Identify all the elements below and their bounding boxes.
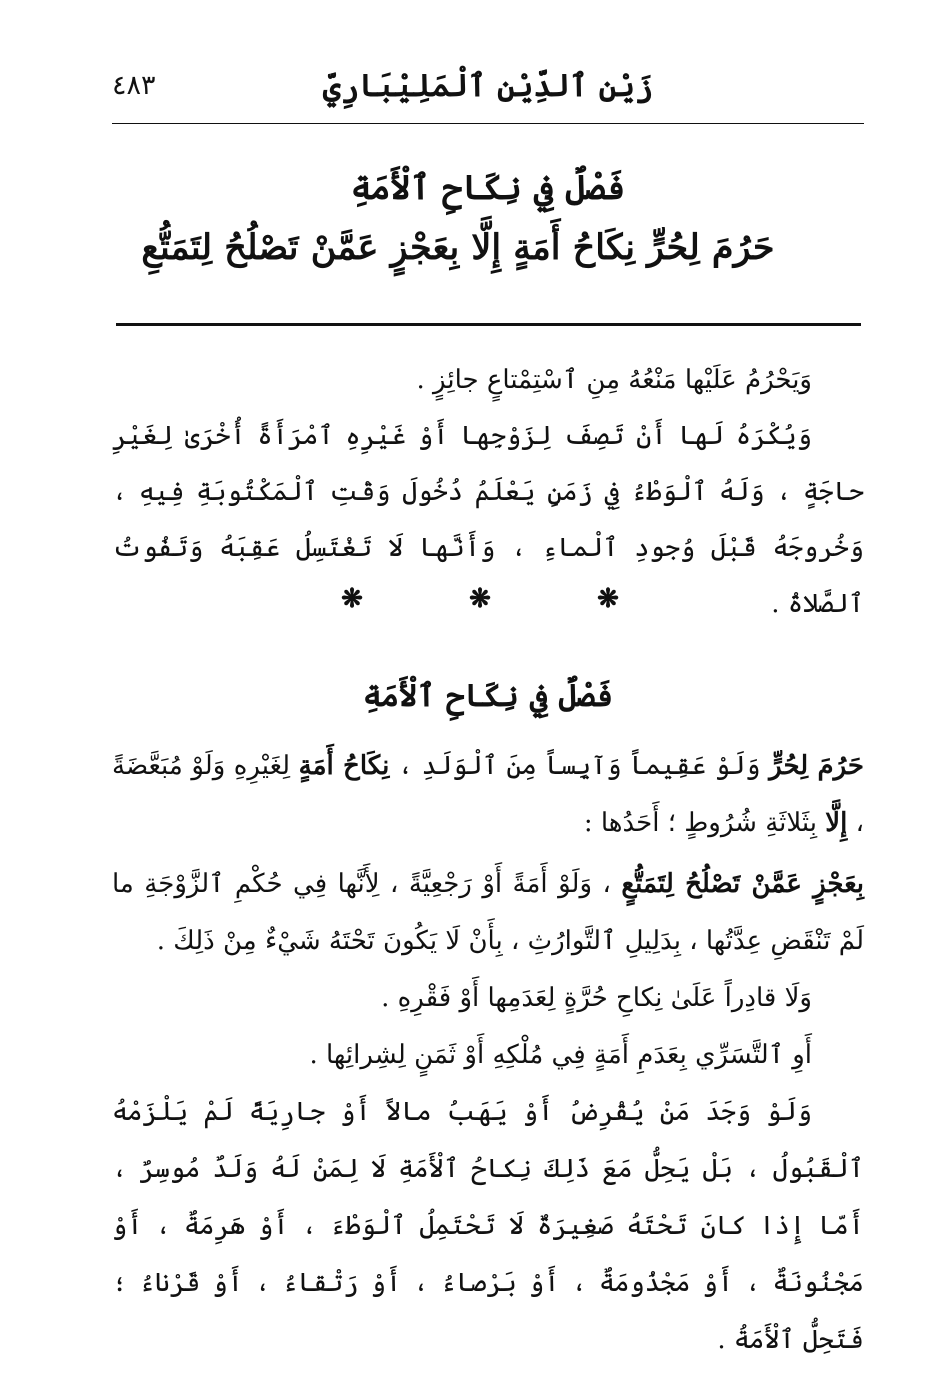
paragraph: أَوِ ٱلتَّسَرِّي بِعَدَمِ أَمَةٍ فِي مُلْكِهِ أَوْ ثَمَنٍ لِشِرائِها .: [309, 1040, 812, 1070]
verse-line: حَرُمَ لِحُرٍّ نِكَاحُ أَمَةٍ إِلَّا بِعَجْزٍ عَمَّنْ تَصْلُحُ لِتَمَتُّعِ: [141, 227, 775, 268]
verse-block: [112, 160, 864, 310]
matn-text: حَرُمَ لِحُرٍّ: [769, 751, 864, 781]
paragraph: وَيَحْرُمُ عَلَيْها مَنْعُهُ مِنِ ٱسْتِمْتاعٍ جائِزٍ .: [416, 365, 812, 395]
commentary-section-2: [112, 738, 864, 1369]
matn-text: إِلَّا: [825, 808, 848, 838]
sharh-text: وَلَوْ عَقِيماً وَآيِساً مِنَ ٱلْوَلَدِ ،: [389, 751, 770, 781]
paragraph: وَيُكْرَهُ لَها أَنْ تَصِفَ لِزَوْجِها أَوْ غَيْرِهِ ٱمْرَأَةً أُخْرَىٰ لِغَيْرِ حاجَةٍ ، وَلَهُ ٱلْوَطْءُ فِي زَمَنٍ يَعْلَمُ دُخُولَ وَقْتِ ٱلْمَكْتُوبَةِ فِيهِ ، وَخُروجَهُ قَبْلَ وُجودِ ٱلْماءِ ، وَأَنَّها لَا تَغْتَسِلُ عَقِبَهُ وَتَفُوتُ ٱلصَّلاةُ .: [112, 421, 864, 619]
sharh-text: ، وَلَوْ أَمَةً أَوْ رَجْعِيَّةً ، لِأَنَّها فِي حُكْمِ ٱلزَّوْجَةِ ما لَمْ تَنْقَضِ عِدَّتُها ، بِدَلِيلِ ٱلتَّوارُثِ ، بِأَنْ لَا يَكُونَ تَحْتَهُ شَيْءٌ مِنْ ذَلِكَ .: [112, 869, 864, 956]
matn-text: نِكَاحُ أَمَةٍ: [298, 751, 390, 781]
matn-text: بِعَجْزٍ عَمَّنْ تَصْلُحُ لِتَمَتُّعٍ: [621, 869, 864, 899]
verse-title: فَصْلٌ فِي نِكَاحِ ٱلْأَمَةِ: [350, 168, 626, 208]
asterisk-ornament-icon: ❋: [597, 584, 619, 614]
page-header: [112, 62, 864, 122]
page-number: ٤٨٣: [112, 70, 156, 101]
paragraph: وَلَا قادِراً عَلَىٰ نِكاحِ حُرَّةٍ لِعَدَمِها أَوْ فَقْرِهِ .: [381, 983, 812, 1013]
sharh-text: بِثَلاثَةِ شُرُوطٍ ؛ أَحَدُها :: [583, 808, 826, 838]
asterisk-ornament-icon: ❋: [341, 584, 363, 614]
sharh-text: لِغَيْرِهِ وَلَوْ مُبَعَّضَةً ،: [112, 751, 864, 838]
paragraph: [112, 856, 864, 970]
asterisk-ornament-icon: ❋: [469, 584, 491, 614]
section-separator: [340, 584, 620, 618]
section-title: فَصْلٌ فِي نِكَاحِ ٱلْأَمَةِ: [362, 678, 614, 714]
verse-rule: [116, 323, 861, 326]
paragraph: وَلَوْ وَجَدَ مَنْ يُقْرِضُ أَوْ يَهَبُ مالاً أَوْ جارِيَةً لَمْ يَلْزَمْهُ ٱلْقَبُولُ ، بَلْ يَحِلُّ مَعَ ذَلِكَ نِكاحُ ٱلْأَمَةِ لَا لِمَنْ لَهُ وَلَدٌ مُوسِرٌ ، أَمّا إِذا كانَ تَحْتَهُ صَغِيرَةٌ لَا تَحْتَمِلُ ٱلْوَطْءَ ، أَوْ هَرِمَةٌ ، أَوْ مَجْنُونَةٌ ، أَوْ مَجْذُومَةٌ ، أَوْ بَرْصاءُ ، أَوْ رَتْقاءُ ، أَوْ قَرْناءُ ؛ فَتَحِلُّ ٱلْأَمَةُ .: [112, 1097, 864, 1355]
paragraph: [112, 738, 864, 852]
running-title: زَيْن ٱلدِّيْن ٱلْمَلِيْبَارِيّ: [322, 68, 654, 104]
header-rule: [112, 123, 864, 124]
